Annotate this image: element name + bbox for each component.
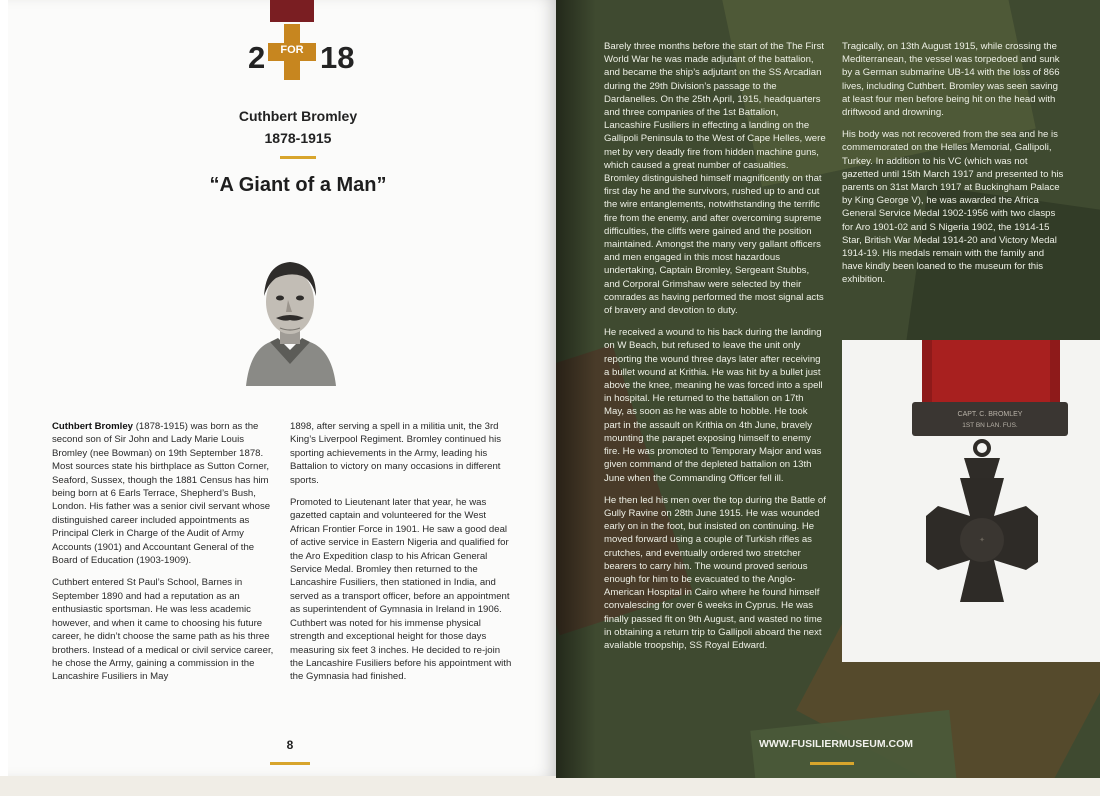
gold-divider [270,762,310,765]
logo-for-text: FOR [280,44,304,56]
right-page [556,0,1100,778]
logo-right-digit: 18 [320,40,355,75]
paragraph: Cuthbert entered St Paul’s School, Barnes in September 1890 and had a reputation as an enthusiastic sportsman. He was less academic however, and when it came to choosing his future career, he didn’t choose the same path as his three brothers. Instead of a medical or civil service career, he chose the Army, gaining a commission in the Lancashire Fusiliers in May [52,577,274,683]
lead-name: Cuthbert Bromley [52,421,134,432]
text-column-right [290,420,512,693]
page-title-quote: “A Giant of a Man” [209,174,387,196]
paragraph [52,420,274,567]
gold-divider [280,156,316,159]
table-surface [0,776,1100,796]
victoria-cross-medal-photo [842,340,1100,662]
subject-name: Cuthbert Bromley [238,108,358,124]
text-column-left [52,420,274,693]
paragraph: Promoted to Lieutenant later that year, he was gazetted captain and volunteered for the West African Frontier Force in 1901. He saw a good deal of active service in Eastern Nigeria and qualified for the Aro Expedition clasp to his African General Service Medal. Bromley then returned to the Lancashire Fusiliers, then stationed in India, and served as a transport officer, before an appointment as superintendent of Gymnasia in Ireland in 1906. Cuthbert was noted for his immense physical strength and exceptional height for those days measuring six feet 3 inches. He decided to re-join the Lancashire Fusiliers before his appointment with the Gymnasia had finished. [290,497,512,683]
gold-divider [810,762,854,765]
paragraph: He received a wound to his back during the landing on W Beach, but refused to leave the unit only reporting the wound three days later after receiving a bullet wound at Krithia. He was hit by a bullet just above the knee, meaning he was forced into a spell in hospital. He returned to the battalion on 17th May, as soon as he was able to hobble. He took part in the assault on Krithia on 4th June, bravely mounting the parapet exposing himself to enemy fire. He was promoted to Temporary Major and was given command of the depleted battalion on 13th June when the Commanding Officer fell ill. [604,327,823,484]
paragraph-text: (1878-1915) was born as the second son of Sir John and Lady Marie Louis Bromley (nee Bowman) on 19th September 1878. Most sources state his birthplace as Sutton Corner, Seaford, Sussex, though the 1881 Census has him being born at 6 Earls Terrace, Shepherd’s Bush, London. His father was a senior civil servant whose distinguished career included appointments as Principal Clerk in Charge of the Audit of Army Accounts (1901) and Accountant General of the Board of Education (1903-1909). [52,421,271,567]
2018-logo [236,0,356,90]
svg-text:✦: ✦ [979,537,985,544]
logo-ribbon [270,0,314,22]
outer-page-edge [0,0,8,796]
paragraph: He then led his men over the top during the Battle of Gully Ravine on 28th June 1915. He was wounded early on in the foot, but insisted on continuing. He moved forward using a couple of Turkish rifles as crutches, and eventually ordered two stretcher bearers to carry him. The wound proved serious enough for him to be evacuated to the Anglo-American Hospital in Cairo where he found himself convalescing for over 6 weeks in Cyprus. He was finally passed fit on 9th August, and wasted no time in obtaining a return trip to Gallipoli aboard the next available troopship, SS Royal Edward. [604,494,826,651]
subject-years: 1878-1915 [264,130,332,146]
website-link: WWW.FUSILIERMUSEUM.COM [759,738,913,750]
page-number: 8 [286,738,294,752]
medal-bar-line2: 1ST BN LAN. FUS. [962,422,1018,429]
paragraph: 1898, after serving a spell in a militia unit, the 3rd King’s Liverpool Regiment. Bromley continued his sporting achievements in the Army, leading his Battalion to victory on many occasions in different sports. [290,421,501,486]
text-column-left [604,40,826,661]
logo-left-digit: 2 [248,40,266,75]
portrait-photo [236,246,344,386]
medal-bar-line1: CAPT. C. BROMLEY [957,411,1023,418]
left-page [8,0,556,776]
paragraph: His body was not recovered from the sea and he is commemorated on the Helles Memorial, Gallipoli, Turkey. In addition to his VC (which was not gazetted until 15th March 1917 and presented to his parents on 31st March 1917 at Buckingham Palace by King George V), he was awarded the Africa General Service Medal 1902-1956 with two clasps for Aro 1901-02 and S Nigeria 1902, the 1914-15 Star, British War Medal 1914-20 and Victory Medal 1914-19. His medals remain with the family and have kindly been loaned to the museum for this exhibition. [842,129,1064,286]
paragraph: Tragically, on 13th August 1915, while crossing the Mediterranean, the vessel was torpedoed and sunk by a German submarine UB-14 with the loss of 866 lives, including Cuthbert. Bromley was seen saving at least four men before being hit on the head with driftwood and drowning. [842,41,1060,119]
paragraph: Barely three months before the start of the The First World War he was made adjutant of the battalion, and became the ship’s adjutant on the SS Arcadian during the 29th Division’s passage to the Dardanelles. On the 25th April, 1915, headquarters and three companies of the 1st Battalion, Lancashire Fusiliers in effecting a landing on the Gallipoli Peninsula to the West of Cape Helles, were met by very deadly fire from hidden machine guns, which caused a great number of casualties. Bromley distinguished himself magnificently on that first day he and the survivors, rushed up to and cut the wire entanglements, notwithstanding the terrific fire from the enemy, and after overcoming supreme difficulties, the cliffs were gained and the position maintained. Amongst the many very gallant officers and men engaged in this most hazardous undertaking, Captain Bromley, Sergeant Stubbs, and Corporal Grimshaw were selected by their comrades as having performed the most signal acts of bravery and devotion to duty. [604,41,826,317]
text-column-right [842,40,1064,296]
spine-shadow [556,0,596,778]
